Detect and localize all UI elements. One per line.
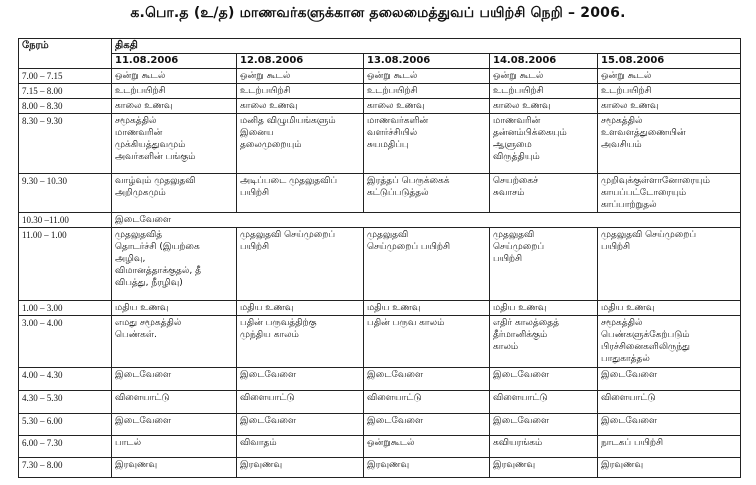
time-cell: 4.00 – 4.30 — [19, 367, 112, 390]
table-row — [19, 300, 741, 315]
activity-cell: பாடல் — [112, 435, 237, 457]
activity-cell: மதிய உணவு — [490, 300, 598, 315]
date-cell: 13.08.2006 — [364, 54, 490, 69]
break-cell: இடைவேளை — [112, 213, 741, 228]
schedule-table — [18, 38, 741, 478]
activity-cell: இரவுணவு — [237, 457, 364, 477]
activity-cell: இரவுணவு — [598, 457, 741, 477]
activity-cell: காலை உணவு — [364, 99, 490, 114]
date-cell: 15.08.2006 — [598, 54, 741, 69]
activity-cell: விளையாட்டு — [237, 390, 364, 413]
time-cell: 8.00 – 8.30 — [19, 99, 112, 114]
activity-cell: எமது சமூகத்தில் பெண்கள். — [112, 315, 237, 367]
table-row — [19, 390, 741, 413]
activity-cell: இடைவேளை — [598, 367, 741, 390]
table-row — [19, 174, 741, 213]
table-row — [19, 413, 741, 435]
date-cell: 14.08.2006 — [490, 54, 598, 69]
activity-cell: காலை உணவு — [237, 99, 364, 114]
activity-cell: உடற்பயிற்சி — [598, 84, 741, 99]
time-cell: 6.00 – 7.30 — [19, 435, 112, 457]
activity-cell: கவியரங்கம் — [490, 435, 598, 457]
time-cell: 10.30 –11.00 — [19, 213, 112, 228]
activity-cell: சமூகத்தில் பெண்களுக்கேற்படும் பிரச்சினைகளிலிருந்து பாதுகாத்தல் — [598, 315, 741, 367]
activity-cell: ஒன்று கூடல் — [598, 69, 741, 84]
date-cell: 11.08.2006 — [112, 54, 237, 69]
activity-cell: ஒன்று கூடல் — [364, 69, 490, 84]
activity-cell: காலை உணவு — [490, 99, 598, 114]
activity-cell: மதிய உணவு — [364, 300, 490, 315]
activity-cell: சமூகத்தில் உளவளத்துணையின் அவசியம் — [598, 114, 741, 174]
activity-cell: பதின் பருவத்திற்கு முந்திய காலம் — [237, 315, 364, 367]
activity-cell: வாழ்வும் முதலுதவி அறிமுகமும் — [112, 174, 237, 213]
activity-cell: விளையாட்டு — [112, 390, 237, 413]
time-cell: 3.00 – 4.00 — [19, 315, 112, 367]
time-cell: 9.30 – 10.30 — [19, 174, 112, 213]
activity-cell: முதலுதவி செய்முறைப் பயிற்சி — [237, 228, 364, 300]
activity-cell: இடைவேளை — [237, 367, 364, 390]
table-row — [19, 114, 741, 174]
activity-cell: அடிப்படை முதலுதவிப் பயிற்சி — [237, 174, 364, 213]
date-cell: 12.08.2006 — [237, 54, 364, 69]
activity-cell: பதின் பருவ காலம் — [364, 315, 490, 367]
activity-cell: இடைவேளை — [112, 413, 237, 435]
activity-cell: விளையாட்டு — [598, 390, 741, 413]
activity-cell: இடைவேளை — [490, 413, 598, 435]
time-cell: 4.30 – 5.30 — [19, 390, 112, 413]
activity-cell: காலை உணவு — [112, 99, 237, 114]
document-title: க.பொ.த (உ/த) மாணவர்களுக்கான தலைமைத்துவப் பயிற்சி நெறி – 2006. — [130, 5, 626, 21]
table-row — [19, 99, 741, 114]
activity-cell: மதிய உணவு — [598, 300, 741, 315]
activity-cell: சமூகத்தில் மாணவரின் முக்கியத்துவமும் அவர்களின் பங்கும் — [112, 114, 237, 174]
time-cell: 1.00 – 3.00 — [19, 300, 112, 315]
activity-cell: முதலுதவி செய்முறைப் பயிற்சி — [364, 228, 490, 300]
activity-cell: எதிர் காலத்தைத் தீர்மானிக்கும் காலம் — [490, 315, 598, 367]
activity-cell: செயற்கைச் சுவாசம் — [490, 174, 598, 213]
activity-cell: முதலுதவித் தொடர்ச்சி (இயற்கை அழிவு, விமானத்தாக்குதல், தீ விபத்து, நீரழிவு) — [112, 228, 237, 300]
activity-cell: இடைவேளை — [598, 413, 741, 435]
activity-cell: இடைவேளை — [112, 367, 237, 390]
activity-cell: இரவுணவு — [490, 457, 598, 477]
table-row — [19, 84, 741, 99]
activity-cell: இரவுணவு — [364, 457, 490, 477]
activity-cell: இடைவேளை — [490, 367, 598, 390]
activity-cell: மதிய உணவு — [112, 300, 237, 315]
time-cell: 7.00 – 7.15 — [19, 69, 112, 84]
activity-cell: இடைவேளை — [364, 367, 490, 390]
activity-cell: ஒன்று கூடல் — [490, 69, 598, 84]
table-row — [19, 435, 741, 457]
table-row — [19, 69, 741, 84]
activity-cell: உடற்பயிற்சி — [237, 84, 364, 99]
activity-cell: இடைவேளை — [364, 413, 490, 435]
activity-cell: முதலுதவி செய்முறைப் பயிற்சி — [598, 228, 741, 300]
activity-cell: விவாதம் — [237, 435, 364, 457]
activity-cell: காலை உணவு — [598, 99, 741, 114]
time-cell: 7.30 – 8.00 — [19, 457, 112, 477]
activity-cell: உடற்பயிற்சி — [112, 84, 237, 99]
activity-cell: ஒன்று கூடல் — [237, 69, 364, 84]
time-cell: 7.15 – 8.00 — [19, 84, 112, 99]
activity-cell: உடற்பயிற்சி — [364, 84, 490, 99]
activity-cell: இடைவேளை — [237, 413, 364, 435]
table-row — [19, 213, 741, 228]
activity-cell: ஒன்றுகூடல் — [364, 435, 490, 457]
table-row — [19, 228, 741, 300]
date-column-header: திகதி — [112, 39, 741, 54]
time-cell: 5.30 – 6.00 — [19, 413, 112, 435]
activity-cell: முதலுதவி செய்முறைப் பயிற்சி — [490, 228, 598, 300]
activity-cell: மாணவர்களின் வளர்ச்சியில் சுயமதிப்பு — [364, 114, 490, 174]
activity-cell: மனித விழுமியங்களும் இனைய தலைமுறையும் — [237, 114, 364, 174]
table-row — [19, 367, 741, 390]
activity-cell: விளையாட்டு — [364, 390, 490, 413]
activity-cell: மாணவரின் தன்னம்பிக்கையும் ஆளுமை விருத்தியும் — [490, 114, 598, 174]
activity-cell: நாடகப் பயிற்சி — [598, 435, 741, 457]
table-row — [19, 457, 741, 477]
activity-cell: இரவுணவு — [112, 457, 237, 477]
time-cell: 11.00 – 1.00 — [19, 228, 112, 300]
time-cell: 8.30 – 9.30 — [19, 114, 112, 174]
table-row — [19, 315, 741, 367]
activity-cell: விளையாட்டு — [490, 390, 598, 413]
activity-cell: மதிய உணவு — [237, 300, 364, 315]
time-column-header: நேரம் — [19, 39, 112, 69]
activity-cell: ஒன்று கூடல் — [112, 69, 237, 84]
activity-cell: இரத்தப் பெருக்கைக் கட்டுப்படுத்தல் — [364, 174, 490, 213]
activity-cell: உடற்பயிற்சி — [490, 84, 598, 99]
activity-cell: முறிவுக்குள்ளானோரையும் காயப்பட்டோரையும் காப்பாற்றுதல் — [598, 174, 741, 213]
